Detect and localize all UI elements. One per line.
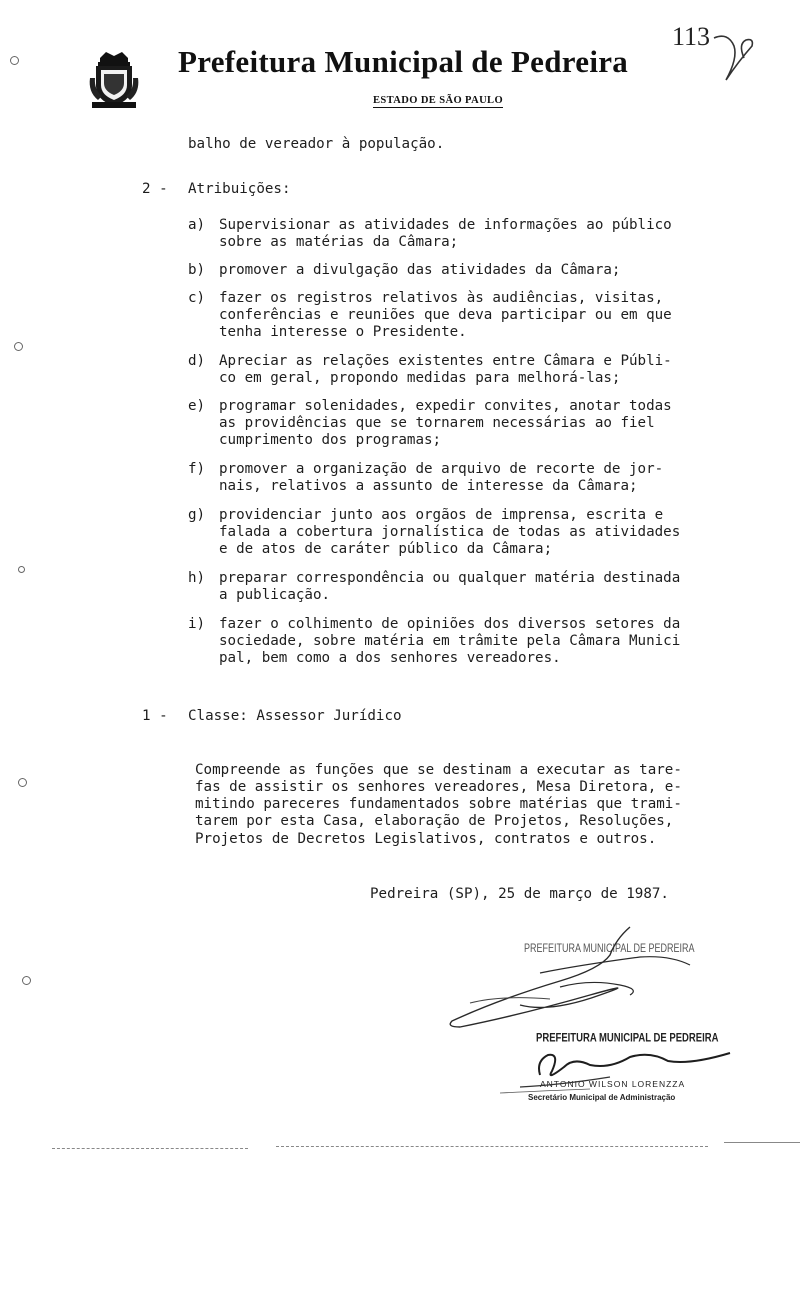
- stamp-top: PREFEITURA MUNICIPAL DE PEDREIRA: [524, 941, 695, 955]
- list-item-text: cumprimento dos programas;: [219, 432, 442, 448]
- list-item-marker: a): [188, 217, 206, 233]
- paragraph-line: Compreende as funções que se destinam a executar as tare-: [195, 762, 682, 778]
- divider: [724, 1142, 800, 1143]
- section-heading: Classe: Assessor Jurídico: [188, 708, 402, 724]
- list-item-text: falada a cobertura jornalística de todas as atividades: [219, 524, 681, 540]
- signatory-name: ANTONIO WILSON LORENZZA: [540, 1079, 686, 1089]
- signature-block: [440, 925, 740, 1125]
- list-item-text: a publicação.: [219, 587, 331, 603]
- list-item-text: fazer os registros relativos às audiências, visitas,: [219, 290, 664, 306]
- list-item-text: preparar correspondência ou qualquer matéria destinada: [219, 570, 681, 586]
- section-number: 2 -: [142, 181, 168, 197]
- punch-hole: [18, 778, 27, 787]
- list-item-marker: i): [188, 616, 206, 632]
- handwritten-page-number: 113: [672, 22, 711, 51]
- paragraph-line: tarem por esta Casa, elaboração de Projetos, Resoluções,: [195, 813, 674, 829]
- divider: [276, 1146, 708, 1147]
- section-number: 1 -: [142, 708, 168, 724]
- punch-hole: [22, 976, 31, 985]
- punch-hole: [18, 566, 25, 573]
- list-item-marker: b): [188, 262, 206, 278]
- list-item-text: tenha interesse o Presidente.: [219, 324, 467, 340]
- list-item-text: e de atos de caráter público da Câmara;: [219, 541, 553, 557]
- divider: [52, 1148, 248, 1149]
- list-item-text: fazer o colhimento de opiniões dos diversos setores da: [219, 616, 681, 632]
- list-item-marker: f): [188, 461, 206, 477]
- list-item-text: promover a divulgação das atividades da Câmara;: [219, 262, 621, 278]
- list-item-marker: c): [188, 290, 206, 306]
- list-item-marker: e): [188, 398, 206, 414]
- paragraph-line: mitindo pareceres fundamentados sobre matérias que trami-: [195, 796, 682, 812]
- letterhead-subtitle: ESTADO DE SÃO PAULO: [373, 95, 504, 106]
- list-item-text: Supervisionar as atividades de informações ao público: [219, 217, 672, 233]
- list-item-text: sociedade, sobre matéria em trâmite pela Câmara Munici: [219, 633, 681, 649]
- list-item-text: as providências que se tornarem necessárias ao fiel: [219, 415, 655, 431]
- signatory-role: Secretário Municipal de Administração: [528, 1093, 676, 1102]
- paragraph-line: Projetos de Decretos Legislativos, contratos e outros.: [195, 831, 657, 847]
- list-item-text: promover a organização de arquivo de recorte de jor-: [219, 461, 664, 477]
- list-item-text: programar solenidades, expedir convites, anotar todas: [219, 398, 672, 414]
- list-item-text: sobre as matérias da Câmara;: [219, 234, 459, 250]
- handwritten-signature-icon: [440, 925, 740, 1125]
- list-item-text: conferências e reuniões que deva participar ou em que: [219, 307, 672, 323]
- list-item-text: co em geral, propondo medidas para melhorá-las;: [219, 370, 621, 386]
- list-item-text: providenciar junto aos orgãos de imprensa, escrita e: [219, 507, 664, 523]
- paragraph-line: fas de assistir os senhores vereadores, Mesa Diretora, e-: [195, 779, 682, 795]
- list-item-text: nais, relativos a assunto de interesse da Câmara;: [219, 478, 638, 494]
- section-heading: Atribuições:: [188, 181, 291, 197]
- coat-of-arms-icon: [86, 48, 142, 110]
- punch-hole: [10, 56, 19, 65]
- punch-hole: [14, 342, 23, 351]
- intro-line: balho de vereador à população.: [188, 136, 445, 152]
- list-item-marker: h): [188, 570, 206, 586]
- letterhead-title: Prefeitura Municipal de Pedreira: [178, 44, 629, 79]
- list-item-marker: d): [188, 353, 206, 369]
- stamp-organization: PREFEITURA MUNICIPAL DE PEDREIRA: [536, 1031, 719, 1046]
- list-item-text: Apreciar as relações existentes entre Câmara e Públi-: [219, 353, 672, 369]
- list-item-marker: g): [188, 507, 206, 523]
- handwritten-initial-mark: [708, 28, 756, 88]
- list-item-text: pal, bem como a dos senhores vereadores.: [219, 650, 561, 666]
- date-line: Pedreira (SP), 25 de março de 1987.: [370, 886, 669, 902]
